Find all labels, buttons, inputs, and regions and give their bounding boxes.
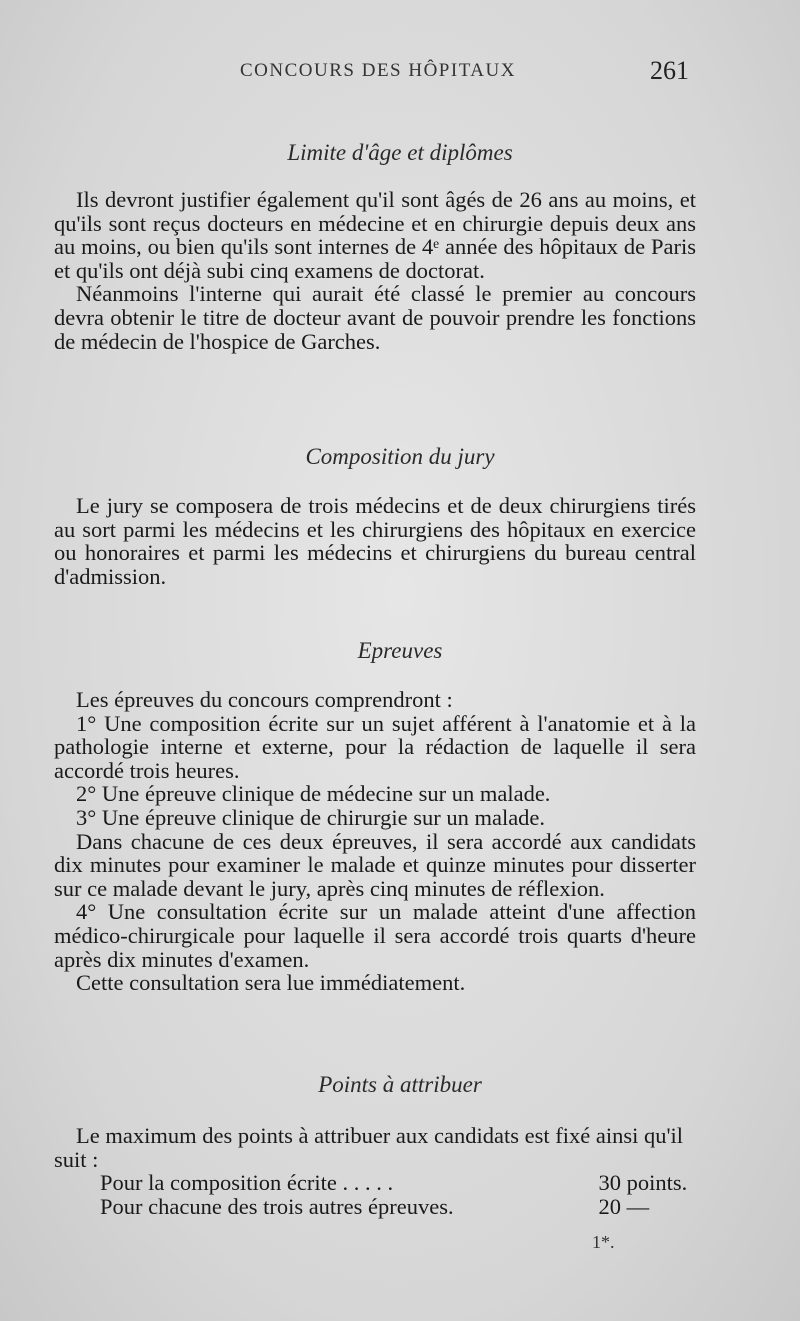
points-row-value: 30 points. bbox=[598, 1170, 688, 1196]
section-heading-age-limit: Limite d'âge et diplômes bbox=[287, 140, 513, 165]
points-row bbox=[100, 1171, 704, 1195]
paragraph: 2° Une épreuve clinique de médecine sur un malade. bbox=[76, 781, 551, 807]
paragraph: 4° Une consultation écrite sur un malade atteint d'une affection médico-chirurgicale pour laquelle il sera accordé trois quarts d'heure après dix minutes d'examen. bbox=[54, 899, 696, 972]
points-row-label: Pour la composition écrite . . . . . bbox=[100, 1170, 394, 1196]
section-body-epreuves bbox=[54, 688, 696, 995]
paragraph: 3° Une épreuve clinique de chirurgie sur un malade. bbox=[76, 804, 546, 830]
paragraph: Cette consultation sera lue immédiatement. bbox=[76, 970, 466, 996]
section-heading-points: Points à attribuer bbox=[318, 1072, 482, 1097]
section-body-age-limit bbox=[54, 188, 696, 353]
paragraph: 1° Une composition écrite sur un sujet afférent à l'anatomie et à la pathologie interne et externe, pour la rédaction de laquelle il sera accordé trois heures. bbox=[54, 710, 696, 783]
footer-mark: 1*. bbox=[592, 1232, 615, 1252]
paragraph: Les épreuves du concours comprendront : bbox=[76, 687, 453, 712]
paragraph: Ils devront justifier également qu'il sont âgés de 26 ans au moins, et qu'ils sont reçus docteurs en médecine et en chirurgie depuis deux ans au moins, ou bien qu'ils sont internes de 4ᵉ année des hôpitaux de Paris et qu'ils ont déjà subi cinq examens de doctorat. bbox=[54, 187, 696, 283]
page-header bbox=[0, 56, 800, 90]
section-body-jury bbox=[54, 494, 696, 588]
paragraph: Le maximum des points à attribuer aux candidats est fixé ainsi qu'il suit : bbox=[54, 1123, 684, 1172]
page-number: 261 bbox=[650, 56, 689, 85]
paragraph: Le jury se composera de trois médecins et de deux chirurgiens tirés au sort parmi les médecins et les chirurgiens des hôpitaux en exercice ou honoraires et parmi les médecins et chirurgiens du bureau central d'admission. bbox=[54, 493, 696, 589]
points-row-value: 20 — bbox=[598, 1194, 650, 1220]
paragraph: Néanmoins l'interne qui aurait été classé le premier au concours devra obtenir le titre de docteur avant de pouvoir prendre les fonctions de médecin de l'hospice de Garches. bbox=[54, 281, 696, 354]
section-body-points bbox=[54, 1124, 704, 1219]
section-heading-jury: Composition du jury bbox=[305, 444, 495, 469]
running-title: CONCOURS DES HÔPITAUX bbox=[240, 60, 516, 81]
paragraph: Dans chacune de ces deux épreuves, il sera accordé aux candidats dix minutes pour examiner le malade et quinze minutes pour disserter sur ce malade devant le jury, après cinq minutes de réflexion. bbox=[54, 828, 696, 901]
section-heading-epreuves: Epreuves bbox=[357, 638, 443, 663]
points-row-label: Pour chacune des trois autres épreuves. bbox=[100, 1194, 454, 1220]
points-row bbox=[100, 1195, 704, 1219]
